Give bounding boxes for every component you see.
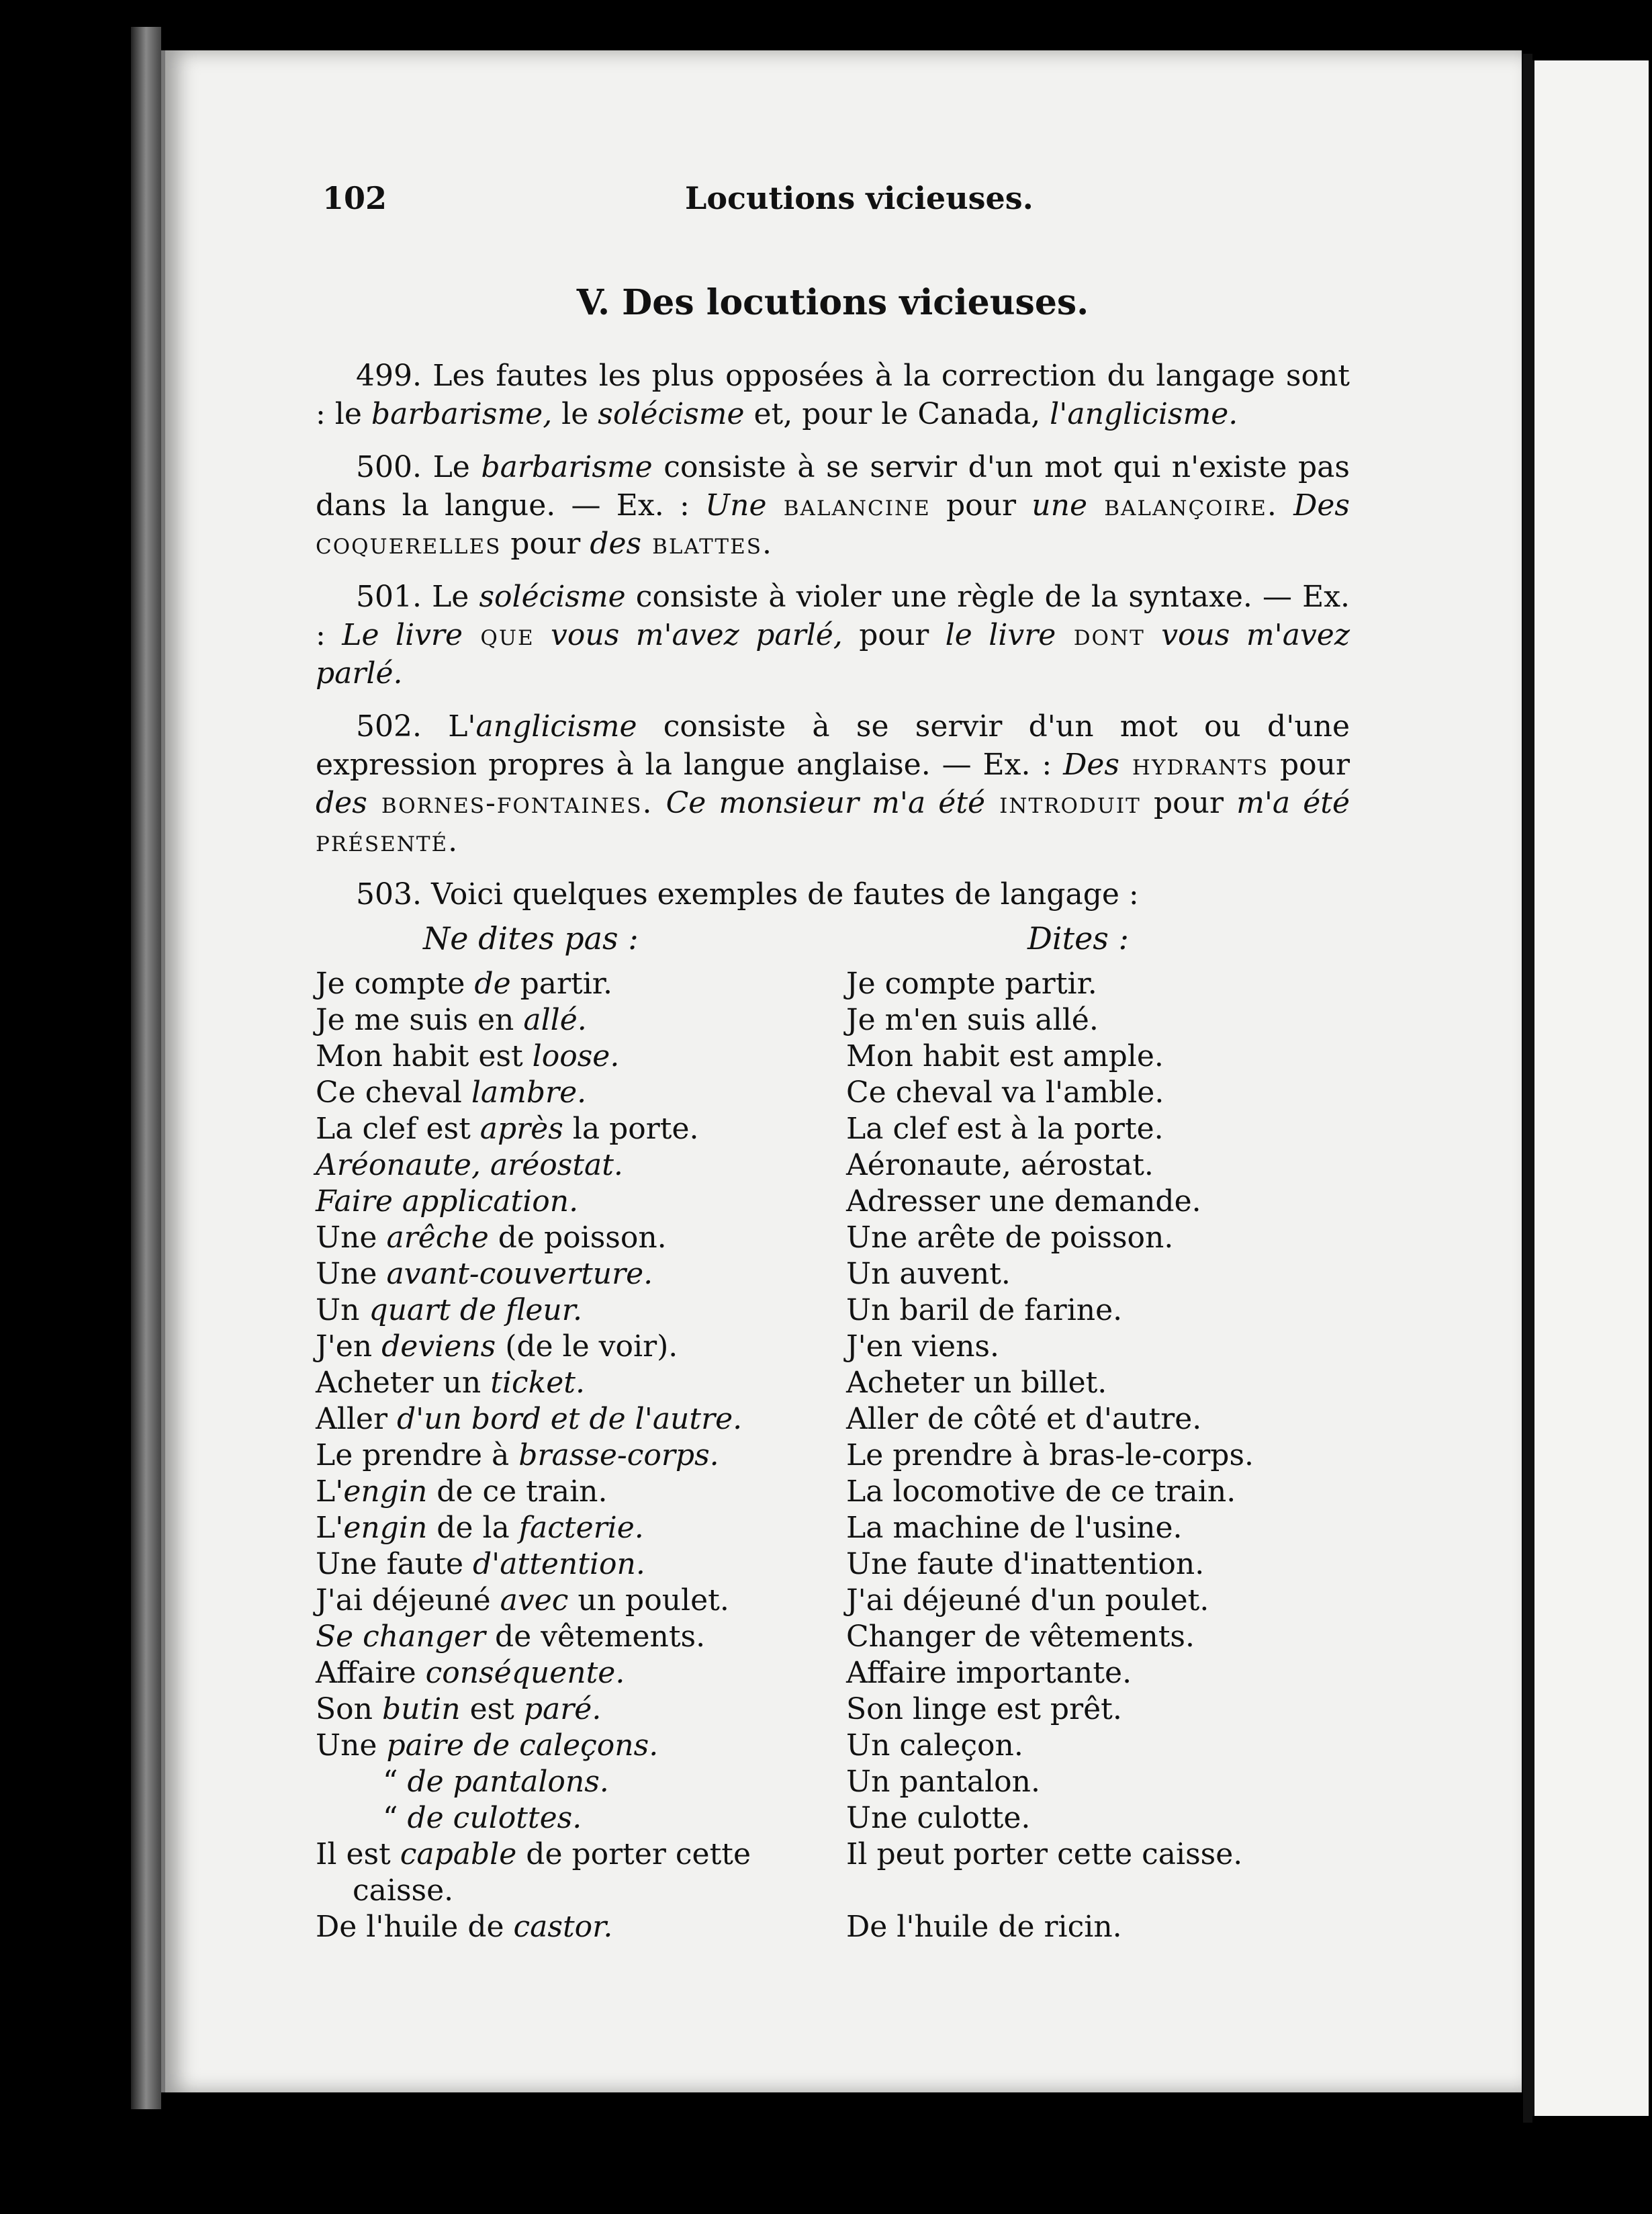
phrase-segment: la porte. [563,1112,699,1146]
example-row [316,1836,1350,1909]
incorrect-phrase [316,1292,846,1329]
example-row [316,1401,1350,1437]
incorrect-phrase [316,1909,846,1945]
paragraph-text: Les fautes les plus opposées à la correction du langage sont : le [316,359,1350,431]
phrase-segment: conséquente. [425,1656,625,1690]
phrase-segment: de pantalons. [407,1765,609,1799]
phrase-segment: J'ai déjeuné [316,1583,500,1618]
example-row [316,1437,1350,1474]
phrase-segment: engin [343,1474,428,1509]
paragraph-text: balançoire. [1087,488,1278,523]
correct-phrase: Adresser une demande. [846,1184,1201,1219]
incorrect-phrase [316,1111,846,1147]
correct-phrase: Ce cheval va l'amble. [846,1075,1164,1110]
correct-phrase: Une arête de poisson. [846,1221,1174,1255]
paragraph-text: Le livre [342,618,463,652]
correct-phrase: Aller de côté et d'autre. [846,1402,1202,1436]
phrase-segment: L' [316,1474,344,1509]
phrase-segment: de culottes. [407,1801,582,1835]
paragraph-text: dont [1056,618,1145,652]
running-title: Locutions vicieuses. [685,180,1034,216]
incorrect-phrase [316,1002,846,1038]
phrase-segment: Ce cheval [316,1075,471,1110]
phrase-segment: Son [316,1692,382,1726]
paragraph-text: anglicisme [475,709,637,744]
phrase-segment: Il est [316,1837,400,1871]
paragraph-502 [316,707,1350,860]
paragraph-text: L' [421,709,476,744]
paragraph-text: une [1031,488,1087,523]
phrase-segment: Affaire [316,1656,426,1690]
phrase-segment: Se changer [316,1620,486,1654]
paragraph-text: consiste à se servir d'un mot qui n'existe pas dans la langue. — Ex. : [316,450,1350,523]
correct-phrase: La machine de l'usine. [846,1511,1183,1545]
phrase-segment: de poisson. [488,1221,667,1255]
paragraph-text: pour [930,488,1032,523]
phrase-segment: Acheter un [316,1366,491,1400]
phrase-segment: avec [500,1583,569,1618]
phrase-segment: arêche [386,1221,489,1255]
example-row [316,1691,1350,1728]
correct-phrase: Aéronaute, aérostat. [846,1148,1154,1182]
paragraph-text: balancine [766,488,931,523]
correct-phrase: J'en viens. [846,1329,999,1364]
correct-phrase: Le prendre à bras-le-corps. [846,1438,1254,1472]
correct-phrase: Un caleçon. [846,1728,1023,1763]
phrase-segment: d'un bord et de l'autre. [396,1402,743,1436]
column-header-wrong: Ne dites pas : [423,920,639,957]
incorrect-phrase [316,1147,846,1184]
phrase-segment: lambre. [471,1075,587,1110]
paragraph-number: 499. [356,359,422,393]
phrase-segment: de porter cette [516,1837,751,1871]
phrase-segment: paire de caleçons. [386,1728,659,1763]
phrase-segment: d'attention. [473,1547,645,1581]
incorrect-phrase [316,1728,846,1764]
paragraph-text: solécisme [598,397,745,431]
phrase-continuation: caisse. [353,1873,454,1908]
example-row [316,1220,1350,1256]
correct-phrase: Une faute d'inattention. [846,1547,1205,1581]
phrase-segment: après [479,1112,563,1146]
paragraph-text: Des [1277,488,1350,523]
incorrect-phrase [316,966,846,1002]
correct-phrase: Son linge est prêt. [846,1692,1122,1726]
phrase-segment: castor. [513,1910,613,1944]
paragraph-text: m'a été [1236,786,1350,820]
example-row [316,1474,1350,1510]
correct-phrase: Une culotte. [846,1801,1031,1835]
paragraph-text: présenté. [316,824,459,858]
correct-phrase: Changer de vêtements. [846,1620,1195,1654]
phrase-segment: loose. [532,1039,620,1073]
phrase-segment: partir. [510,967,612,1001]
incorrect-phrase [316,1256,846,1292]
paragraphs [316,357,1350,860]
phrase-segment: paré. [523,1692,602,1726]
incorrect-phrase [316,1546,846,1583]
phrase-segment: Une [316,1728,387,1763]
paragraph-text: hydrants [1119,748,1269,782]
incorrect-phrase [316,1619,846,1655]
example-row [316,1292,1350,1329]
paragraph-text: pour [1140,786,1237,820]
book-spine [131,27,161,2109]
phrase-segment: Faire application. [316,1184,579,1219]
phrase-segment: un poulet. [568,1583,729,1618]
phrase-segment: (de le voir). [496,1329,678,1364]
example-row [316,1728,1350,1764]
example-row [316,1111,1350,1147]
phrase-segment: “ [383,1765,408,1799]
correct-phrase: La locomotive de ce train. [846,1474,1236,1509]
paragraph-text: vous m'avez parlé. [316,618,1350,691]
paragraph-text: le [552,397,598,431]
examples-intro: 503. Voici quelques exemples de fautes de langage : [356,877,1139,912]
phrase-segment: L' [316,1511,344,1545]
paragraph-text: et, pour le Canada, [744,397,1050,431]
example-row [316,1365,1350,1401]
correct-phrase: Affaire importante. [846,1656,1132,1690]
example-row [316,1619,1350,1655]
paragraph-text: que [463,618,535,652]
paragraph-text: blattes. [641,527,773,561]
phrase-segment: Mon habit est [316,1039,533,1073]
phrase-segment: Je me suis en [316,1003,524,1037]
paragraph-text: des [590,527,642,561]
incorrect-phrase [316,1038,846,1075]
next-page-edge [1528,60,1649,2116]
example-row [316,1546,1350,1583]
phrase-segment: Aréonaute, aréostat. [316,1148,623,1182]
example-row [316,1800,1350,1836]
paragraph-text: solécisme [479,580,626,614]
correct-phrase: J'ai déjeuné d'un poulet. [846,1583,1209,1618]
running-head [316,168,1350,228]
phrase-segment: de [474,967,511,1001]
example-row [316,1764,1350,1800]
incorrect-phrase [316,1075,846,1111]
example-row [316,1256,1350,1292]
correct-phrase: Je m'en suis allé. [846,1003,1099,1037]
paragraph-501 [316,578,1350,693]
paragraph-500 [316,448,1350,563]
phrase-segment: deviens [381,1329,496,1364]
incorrect-phrase [316,1401,846,1437]
example-row [316,1909,1350,1945]
paragraph-text: barbarisme [481,450,653,484]
phrase-segment: capable [400,1837,517,1871]
incorrect-phrase [316,1691,846,1728]
paragraph-number: 502. [356,709,422,744]
paragraph-text: introduit [985,786,1141,820]
paragraph-number: 500. [356,450,422,484]
paragraph-text: Des [1063,748,1120,782]
paragraph-text: Le [421,450,481,484]
correct-phrase: Un pantalon. [846,1765,1040,1799]
paragraph-text: vous m'avez parlé, [534,618,843,652]
paragraph-text: le livre [945,618,1056,652]
phrase-segment: Le prendre à [316,1438,519,1472]
phrase-segment: de vêtements. [485,1620,706,1654]
paragraph-text: pour [842,618,946,652]
phrase-segment: Aller [316,1402,397,1436]
example-row [316,1655,1350,1691]
incorrect-phrase [316,1510,846,1546]
phrase-segment: de ce train. [427,1474,608,1509]
phrase-segment: quart de fleur. [369,1293,582,1327]
phrase-segment: engin [343,1511,428,1545]
phrase-segment: Une [316,1257,387,1291]
phrase-segment: Une faute [316,1547,473,1581]
paragraph-text: consiste à violer une règle de la syntaxe. — Ex. : [316,580,1350,652]
incorrect-phrase [316,1184,846,1220]
incorrect-phrase [316,1800,846,1836]
paragraph-text: barbarisme, [371,397,553,431]
phrase-segment: brasse-corps. [518,1438,719,1472]
phrase-segment: butin [381,1692,461,1726]
correct-phrase: Mon habit est ample. [846,1039,1164,1073]
correct-phrase: La clef est à la porte. [846,1112,1164,1146]
correct-phrase: Un auvent. [846,1257,1011,1291]
incorrect-phrase [316,1764,846,1800]
paragraph-text: l'anglicisme. [1050,397,1238,431]
paragraph-text: consiste à se servir d'un mot ou d'une expression propres à la langue anglaise. — Ex. : [316,709,1350,782]
correct-phrase: Je compte partir. [846,967,1097,1001]
page-number: 102 [322,180,387,216]
paragraph-text: bornes-fontaines. [367,786,653,820]
incorrect-phrase [316,1220,846,1256]
phrase-segment: ticket. [490,1366,585,1400]
incorrect-phrase [316,1437,846,1474]
phrase-segment: facterie. [518,1511,644,1545]
incorrect-phrase [316,1329,846,1365]
example-row [316,1075,1350,1111]
paragraph-text: Une [705,488,767,523]
example-row [316,1002,1350,1038]
paragraph-text: coquerelles [316,527,502,561]
paragraph-text: pour [1269,748,1350,782]
phrase-segment: de la [427,1511,519,1545]
incorrect-phrase [316,1583,846,1619]
incorrect-phrase [316,1655,846,1691]
paragraph-text: pour [501,527,590,561]
example-row [316,1583,1350,1619]
examples-table [316,966,1350,1945]
phrase-segment: “ [383,1801,408,1835]
example-row [316,1147,1350,1184]
phrase-segment: Une [316,1221,387,1255]
paragraph-text: des [316,786,367,820]
column-headers [316,920,1350,961]
correct-phrase: Un baril de farine. [846,1293,1123,1327]
correct-phrase: Il peut porter cette caisse. [846,1837,1243,1871]
paragraph-text: Ce monsieur m'a été [653,786,986,820]
phrase-segment: allé. [523,1003,587,1037]
phrase-segment: De l'huile de [316,1910,514,1944]
example-row [316,966,1350,1002]
phrase-segment: Je compte [316,967,475,1001]
correct-phrase: De l'huile de ricin. [846,1910,1122,1944]
incorrect-phrase [316,1474,846,1510]
phrase-segment: est [460,1692,524,1726]
example-row [316,1329,1350,1365]
paragraph-499 [316,357,1350,433]
phrase-segment: avant-couverture. [386,1257,653,1291]
example-row [316,1510,1350,1546]
phrase-segment: J'en [316,1329,382,1364]
incorrect-phrase [316,1836,846,1909]
paragraph-text: Le [421,580,479,614]
incorrect-phrase [316,1365,846,1401]
phrase-segment: La clef est [316,1112,480,1146]
paragraph-number: 501. [356,580,422,614]
phrase-segment: Un [316,1293,369,1327]
section-heading: V. Des locutions vicieuses. [576,282,1089,323]
correct-phrase: Acheter un billet. [846,1366,1107,1400]
column-header-correct: Dites : [1027,920,1130,957]
example-row [316,1038,1350,1075]
example-row [316,1184,1350,1220]
page-content [316,168,1350,1945]
